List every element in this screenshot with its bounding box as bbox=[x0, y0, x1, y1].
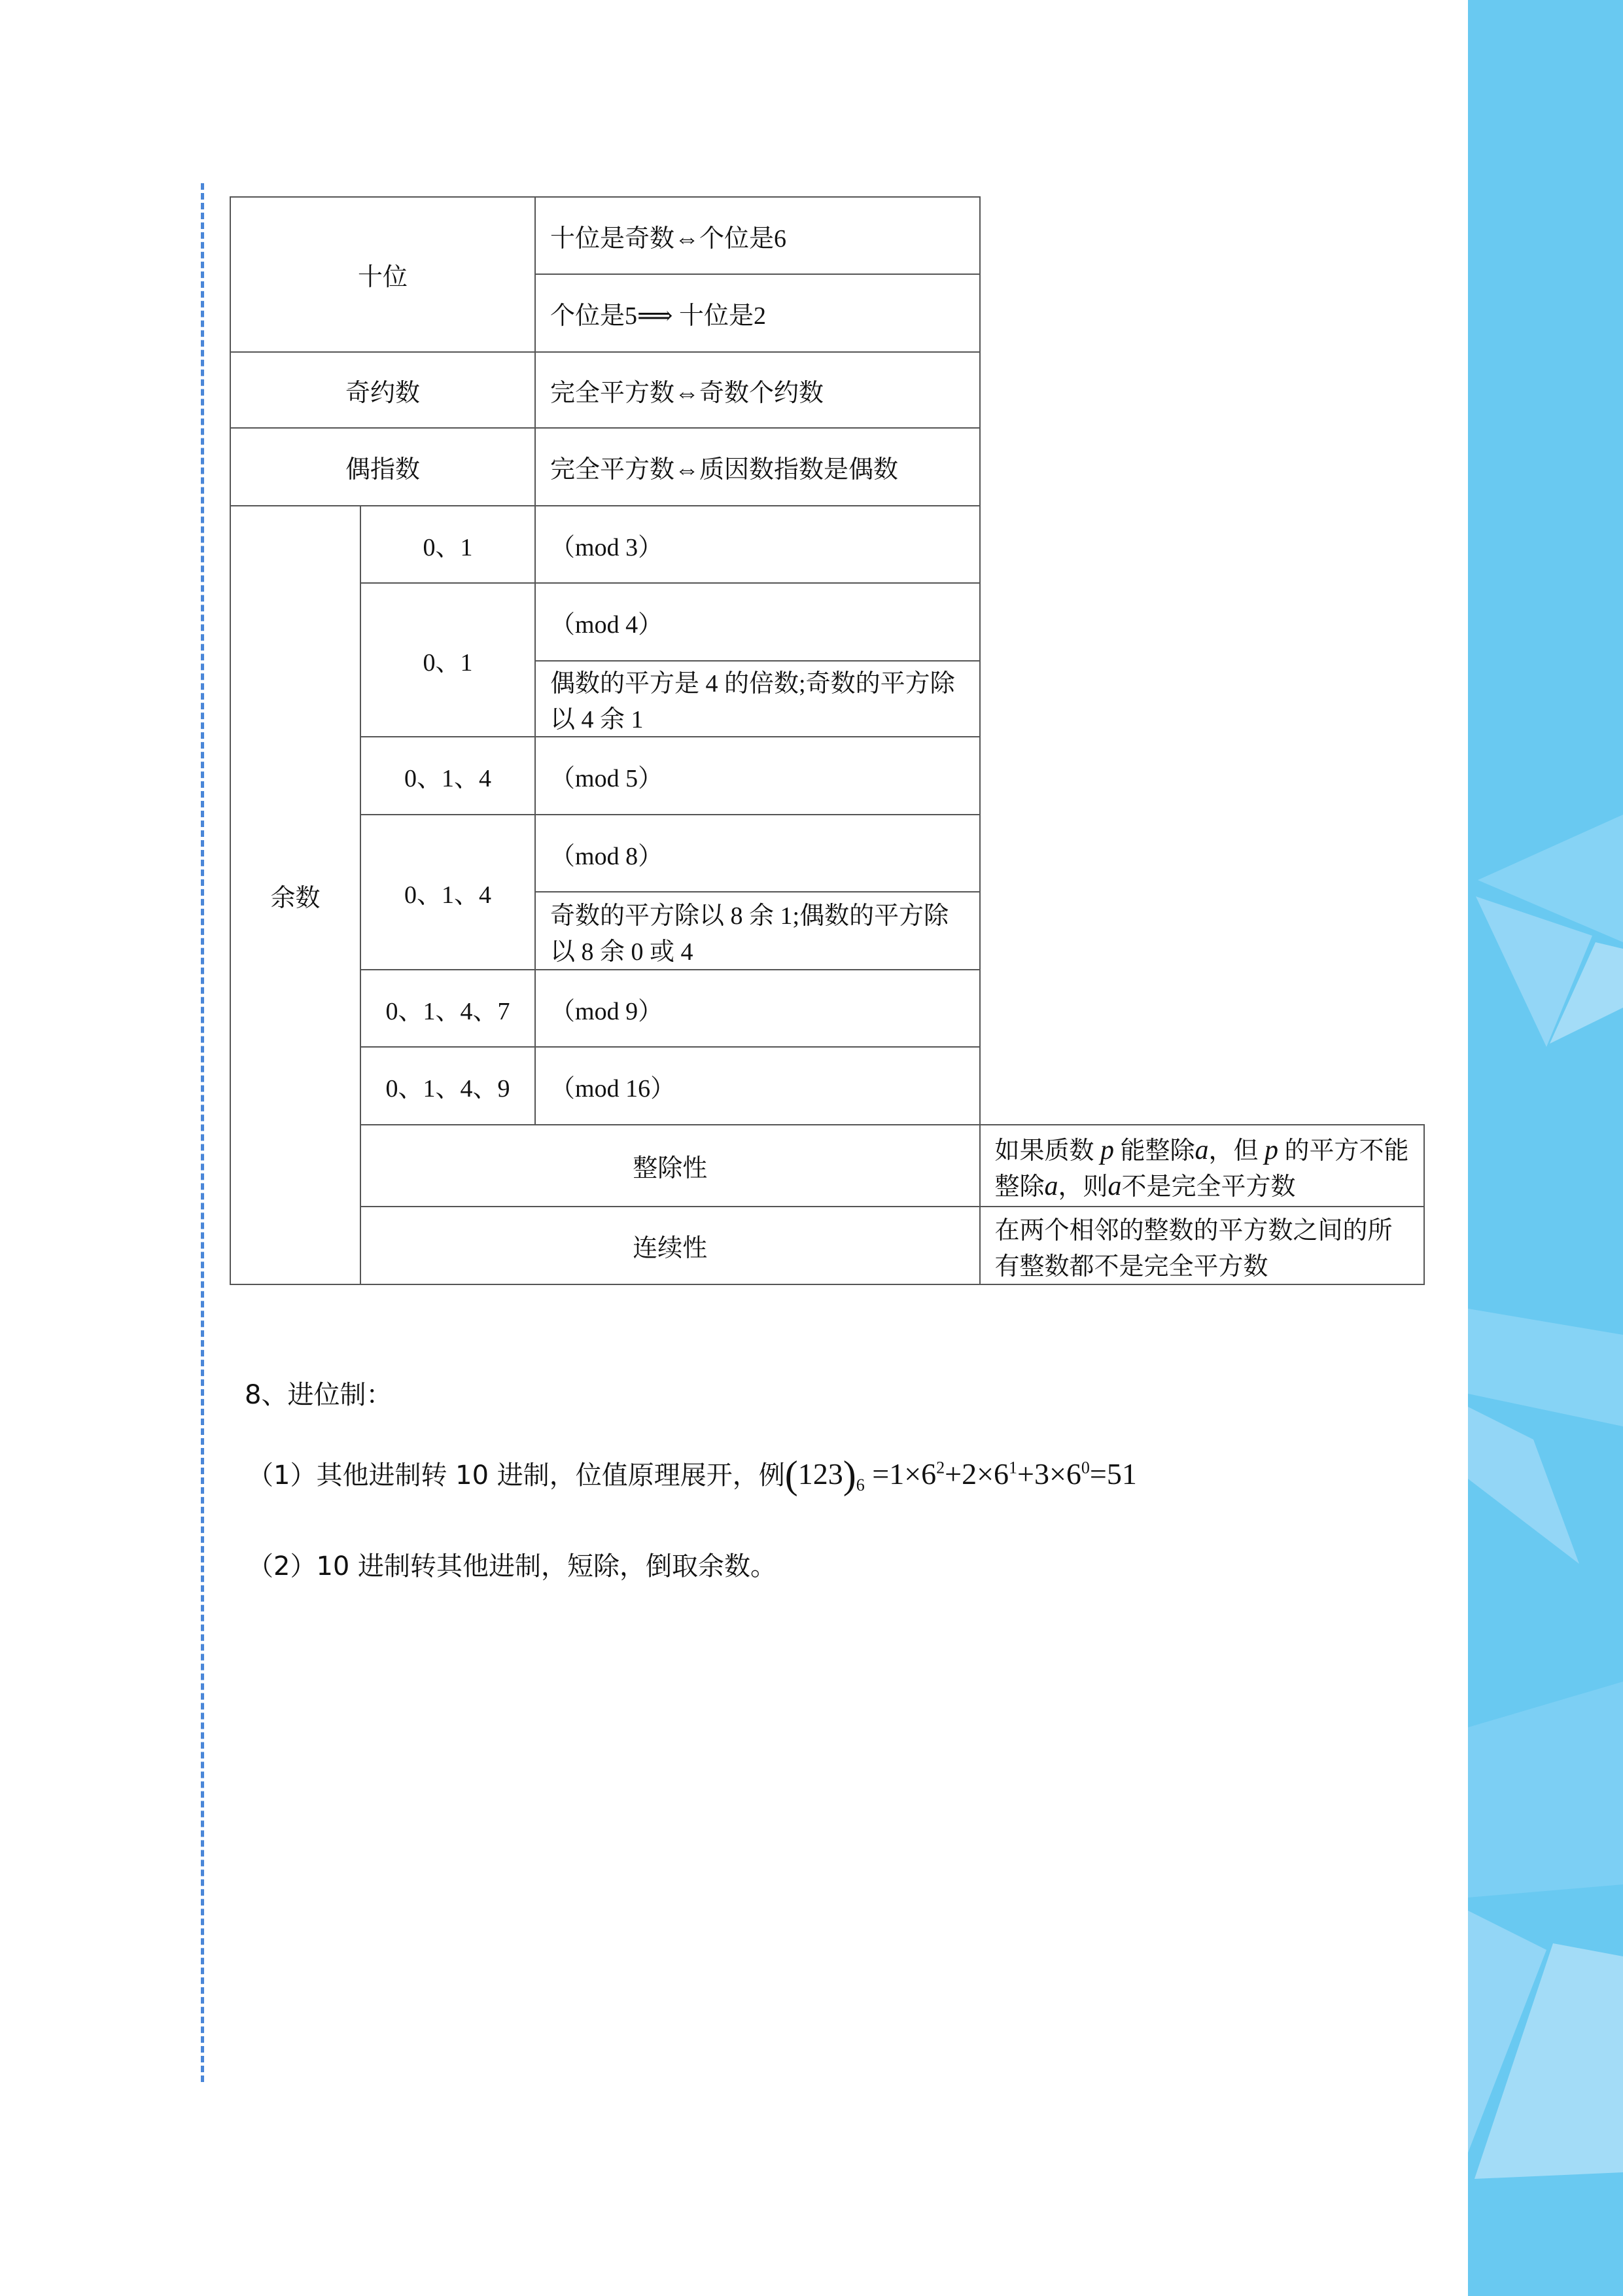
row-detail: 在两个相邻的整数的平方数之间的所有整数都不是完全平方数 bbox=[980, 1207, 1425, 1284]
decorative-triangles bbox=[1468, 0, 1623, 2296]
residues: 0、1、4、9 bbox=[360, 1047, 535, 1125]
conversion-item-1: （1）其他进制转 10 进制，位值原理展开，例$(123)_6 =1\times 6^2+2\times 6^1+3\times 6^0=51$ bbox=[247, 1453, 1137, 1496]
table-row bbox=[230, 737, 1424, 815]
conversion-item-2: （2）10 进制转其他进制，短除，倒取余数。 bbox=[247, 1551, 777, 1581]
table-row bbox=[230, 815, 1424, 892]
row-detail: 完全平方数⇔奇数个约数 bbox=[535, 352, 979, 428]
row-detail: 十位是奇数⇔个位是6 bbox=[535, 197, 979, 274]
dashed-margin-line bbox=[201, 183, 204, 2082]
decorative-sidebar bbox=[1468, 0, 1623, 2296]
row-detail: （mod 5） bbox=[535, 737, 979, 815]
row-detail: （mod 16） bbox=[535, 1047, 979, 1125]
row-label: 连续性 bbox=[360, 1207, 980, 1284]
residues: 0、1 bbox=[360, 506, 535, 583]
row-detail: 奇数的平方除以 8 余 1;偶数的平方除以 8 余 0 或 4 bbox=[535, 892, 979, 970]
perfect-square-properties-table bbox=[230, 196, 1425, 1285]
row-label: 十位 bbox=[230, 197, 535, 352]
row-detail: 如果质数 p 能整除a，但 p 的平方不能整除a，则a不是完全平方数 bbox=[980, 1125, 1425, 1207]
table-row bbox=[230, 506, 1424, 583]
row-label: 奇约数 bbox=[230, 352, 535, 428]
table-row bbox=[230, 970, 1424, 1047]
table-row bbox=[230, 1207, 1424, 1284]
table-row bbox=[230, 428, 1424, 506]
row-detail: （mod 9） bbox=[535, 970, 979, 1047]
section-heading: 8、进位制： bbox=[245, 1380, 393, 1410]
table-row bbox=[230, 352, 1424, 428]
table-row bbox=[230, 1047, 1424, 1125]
residues: 0、1、4 bbox=[360, 815, 535, 970]
residues: 0、1、4、7 bbox=[360, 970, 535, 1047]
residues: 0、1、4 bbox=[360, 737, 535, 815]
residues: 0、1 bbox=[360, 583, 535, 737]
row-detail: 个位是5⟹ 十位是2 bbox=[535, 274, 979, 352]
row-detail: （mod 3） bbox=[535, 506, 979, 583]
row-detail: （mod 8） bbox=[535, 815, 979, 892]
table-row bbox=[230, 1125, 1424, 1207]
row-label: 余数 bbox=[230, 506, 360, 1284]
row-label: 偶指数 bbox=[230, 428, 535, 506]
row-detail: 完全平方数⇔质因数指数是偶数 bbox=[535, 428, 979, 506]
row-detail: 偶数的平方是 4 的倍数;奇数的平方除以 4 余 1 bbox=[535, 661, 979, 737]
table-row bbox=[230, 197, 1424, 274]
example-formula: $(123)_6 =1\times 6^2+2\times 6^1+3\times 6^0=51$ bbox=[784, 1453, 1137, 1496]
table-row bbox=[230, 583, 1424, 661]
row-detail: （mod 4） bbox=[535, 583, 979, 661]
row-label: 整除性 bbox=[360, 1125, 980, 1207]
